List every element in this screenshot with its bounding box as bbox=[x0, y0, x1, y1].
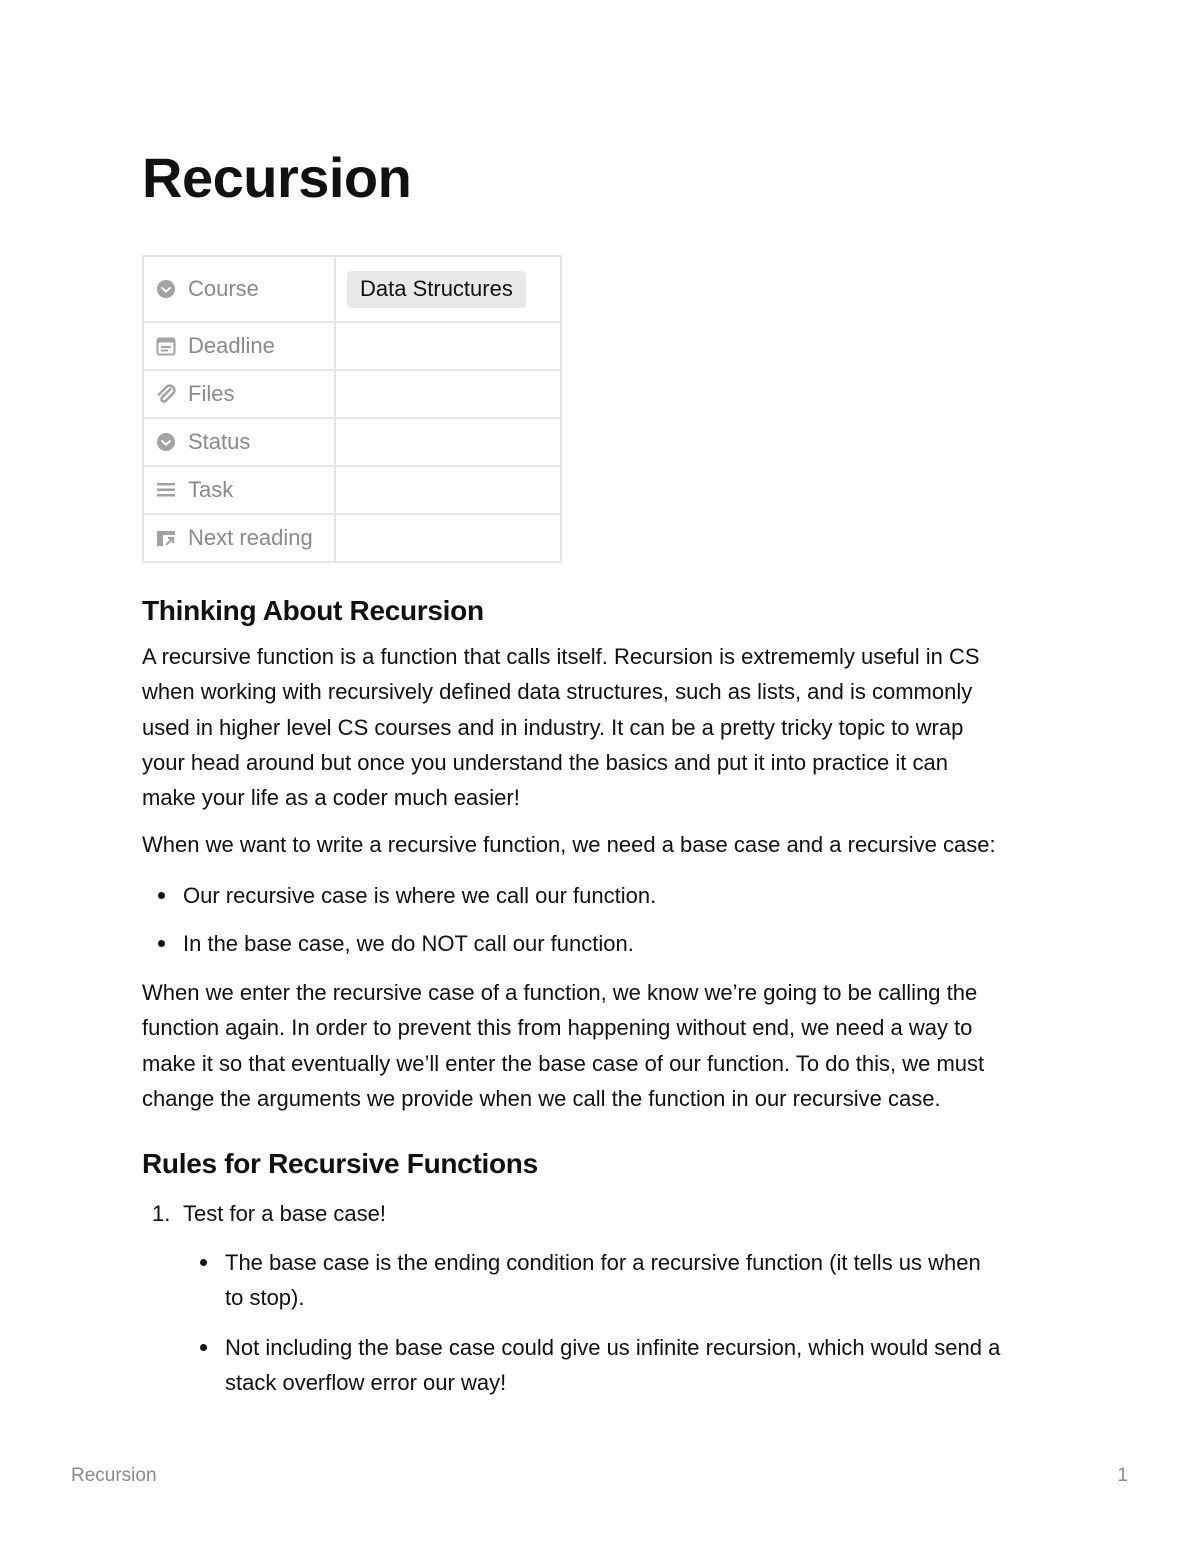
property-label-deadline: Deadline bbox=[188, 333, 275, 358]
text-line: When we enter the recursive case of a function, we know we’re going to be calling the bbox=[142, 980, 978, 1005]
paragraph-intro bbox=[142, 639, 1072, 815]
property-label-status: Status bbox=[188, 429, 251, 454]
page-title: Recursion bbox=[142, 146, 412, 209]
section-heading-thinking: Thinking About Recursion bbox=[142, 595, 484, 626]
section-heading-rules: Rules for Recursive Functions bbox=[142, 1148, 538, 1179]
paperclip-icon bbox=[156, 384, 176, 404]
property-label-files: Files bbox=[188, 381, 235, 406]
property-value-course[interactable] bbox=[335, 256, 561, 322]
text-line: A recursive function is a function that calls itself. Recursion is extrememly useful in CS bbox=[142, 644, 980, 669]
bullet-dot bbox=[200, 1259, 207, 1266]
text-line: make your life as a coder much easier! bbox=[142, 785, 520, 811]
text-line: The base case is the ending condition for a recursive function (it tells us when bbox=[225, 1250, 981, 1275]
property-row-deadline bbox=[143, 322, 561, 370]
property-label-task: Task bbox=[188, 477, 234, 502]
list-item bbox=[225, 1330, 1075, 1401]
property-row-course bbox=[143, 256, 561, 322]
numbered-list-item bbox=[152, 1196, 386, 1231]
paragraph-base-recursive: When we want to write a recursive function, we need a base case and a recursive case: bbox=[142, 832, 996, 857]
text-line: used in higher level CS courses and in industry. It can be a pretty tricky topic to wrap bbox=[142, 714, 964, 740]
list-item-text: Test for a base case! bbox=[183, 1201, 386, 1226]
text-lines-icon bbox=[156, 480, 176, 500]
property-row-files bbox=[143, 370, 561, 418]
property-row-task bbox=[143, 466, 561, 514]
text-line: to stop). bbox=[225, 1285, 305, 1311]
list-item: In the base case, we do NOT call our function. bbox=[183, 926, 634, 961]
course-tag[interactable]: Data Structures bbox=[347, 271, 526, 308]
property-row-status bbox=[143, 418, 561, 466]
bullet-dot bbox=[158, 892, 165, 899]
property-row-next-reading bbox=[143, 514, 561, 562]
text-line: change the arguments we provide when we call the function in our recursive case. bbox=[142, 1085, 941, 1111]
page-number: 1 bbox=[1117, 1465, 1128, 1486]
properties-table bbox=[142, 255, 562, 563]
bullet-dot bbox=[200, 1344, 207, 1351]
text-line: Not including the base case could give us infinite recursion, which would send a bbox=[225, 1335, 1001, 1360]
relation-arrow-icon bbox=[156, 528, 176, 548]
circle-chevron-icon bbox=[156, 432, 176, 452]
footer-title: Recursion bbox=[71, 1465, 157, 1486]
property-value-task[interactable] bbox=[335, 466, 561, 514]
property-label-course: Course bbox=[188, 276, 259, 301]
property-value-deadline[interactable] bbox=[335, 322, 561, 370]
text-line: function again. In order to prevent this from happening without end, we need a way to bbox=[142, 1015, 973, 1041]
property-value-next-reading[interactable] bbox=[335, 514, 561, 562]
circle-chevron-icon bbox=[156, 279, 176, 299]
list-item bbox=[225, 1245, 1075, 1316]
property-label-next-reading: Next reading bbox=[188, 525, 313, 550]
calendar-icon bbox=[156, 336, 176, 356]
paragraph-recursive-case bbox=[142, 975, 1072, 1116]
bullet-dot bbox=[158, 940, 165, 947]
list-item: Our recursive case is where we call our function. bbox=[183, 878, 656, 913]
text-line: your head around but once you understand the basics and put it into practice it can bbox=[142, 749, 948, 775]
text-line: stack overflow error our way! bbox=[225, 1370, 507, 1396]
text-line: when working with recursively defined data structures, such as lists, and is commonly bbox=[142, 679, 973, 705]
property-value-status[interactable] bbox=[335, 418, 561, 466]
property-value-files[interactable] bbox=[335, 370, 561, 418]
text-line: make it so that eventually we’ll enter the base case of our function. To do this, we must bbox=[142, 1050, 985, 1076]
list-number: 1. bbox=[152, 1201, 171, 1226]
